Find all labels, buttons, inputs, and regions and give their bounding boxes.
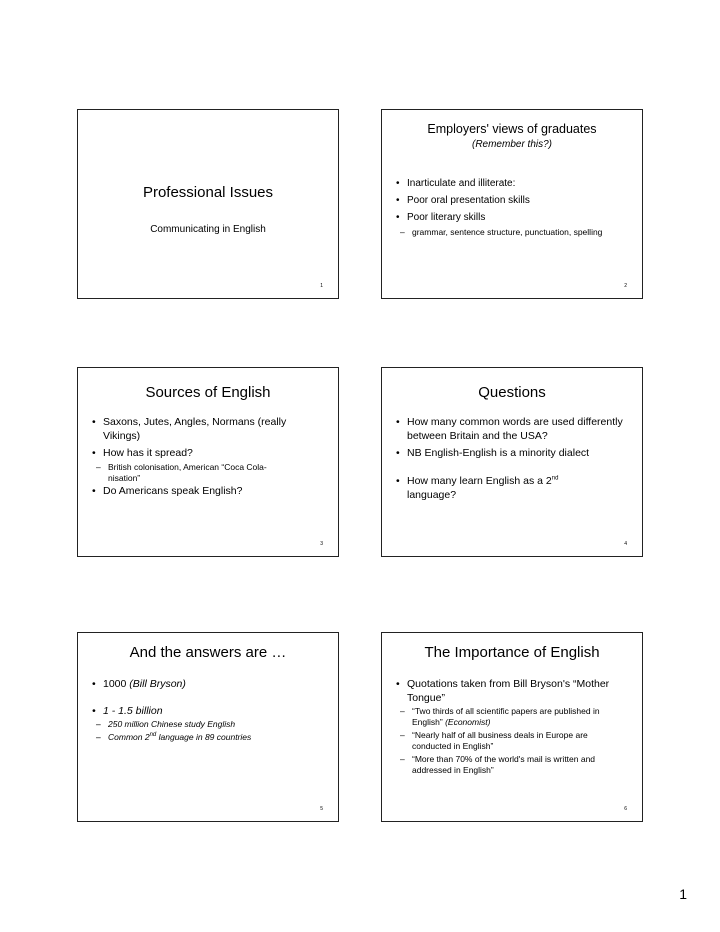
slide-title: The Importance of English	[424, 644, 600, 661]
sub-bullet-item	[394, 706, 634, 728]
bullet-item: • Poor literary skills	[394, 209, 634, 226]
slide-number: 4	[624, 541, 627, 547]
superscript: nd	[149, 732, 157, 739]
slide-body	[90, 415, 330, 498]
citation: (Bill Bryson)	[129, 678, 186, 690]
slide-subtitle: Communicating in English	[150, 224, 266, 235]
bullet-item: • Poor oral presentation skills	[394, 192, 634, 209]
bullet-item: • How many common words are used differently between Britain and the USA?	[394, 415, 634, 443]
bullet-text: How many learn English as a 2	[407, 475, 552, 487]
superscript: nd	[551, 475, 559, 482]
bullet-text: language?	[407, 489, 457, 501]
bullet-item: • Saxons, Jutes, Angles, Normans (really Vikings)	[90, 415, 330, 443]
bullet-item: • Do Americans speak English?	[90, 484, 330, 498]
bullet-item: • 1 - 1.5 billion	[90, 704, 330, 718]
sub-bullet-item: – 250 million Chinese study English	[90, 718, 330, 731]
slide-number: 5	[320, 806, 323, 812]
bullet-item: • Quotations taken from Bill Bryson's “Mother Tongue”	[394, 677, 634, 705]
slide-body	[394, 415, 634, 502]
slide-number: 1	[320, 283, 323, 289]
bullet-item	[394, 474, 634, 502]
slide-5	[77, 632, 339, 822]
slide-subtitle: (Remember this?)	[471, 139, 553, 150]
slide-title: Professional Issues	[142, 184, 274, 201]
slide-3	[77, 367, 339, 557]
slide-body	[394, 175, 634, 238]
sub-bullet-item: – grammar, sentence structure, punctuation, spelling	[394, 226, 634, 238]
bullet-item: • Inarticulate and illiterate:	[394, 175, 634, 192]
slide-number: 2	[624, 283, 627, 289]
sub-bullet-item: – British colonisation, American “Coca Cola-nisation”	[90, 462, 330, 484]
sub-bullet-item: – “Nearly half of all business deals in Europe are conducted in English”	[394, 730, 634, 752]
bullet-item: • NB English-English is a minority dialect	[394, 446, 634, 460]
slide-title: Questions	[478, 384, 546, 401]
bullet-item	[90, 677, 330, 691]
page-number: 1	[679, 886, 687, 902]
sub-bullet-text: Common 2	[108, 732, 150, 742]
slide-2	[381, 109, 643, 299]
citation: (Economist)	[445, 717, 491, 727]
slide-body	[394, 677, 634, 776]
slide-number: 3	[320, 541, 323, 547]
slide-number: 6	[624, 806, 627, 812]
bullet-text: 1000	[103, 678, 130, 690]
slide-6	[381, 632, 643, 822]
bullet-item: • How has it spread?	[90, 446, 330, 460]
slide-1	[77, 109, 339, 299]
sub-bullet-item	[90, 731, 330, 744]
sub-bullet-text: language in 89 countries	[156, 732, 252, 742]
sub-bullet-item: – “More than 70% of the world's mail is written and addressed in English”	[394, 754, 634, 776]
slide-title: Employers' views of graduates	[427, 122, 597, 136]
slide-title: Sources of English	[145, 384, 271, 401]
slide-4	[381, 367, 643, 557]
slide-body	[90, 677, 330, 744]
sub-bullet-text: “Two thirds of all scientific papers are published in English”	[412, 706, 600, 727]
slide-title: And the answers are …	[129, 644, 287, 661]
